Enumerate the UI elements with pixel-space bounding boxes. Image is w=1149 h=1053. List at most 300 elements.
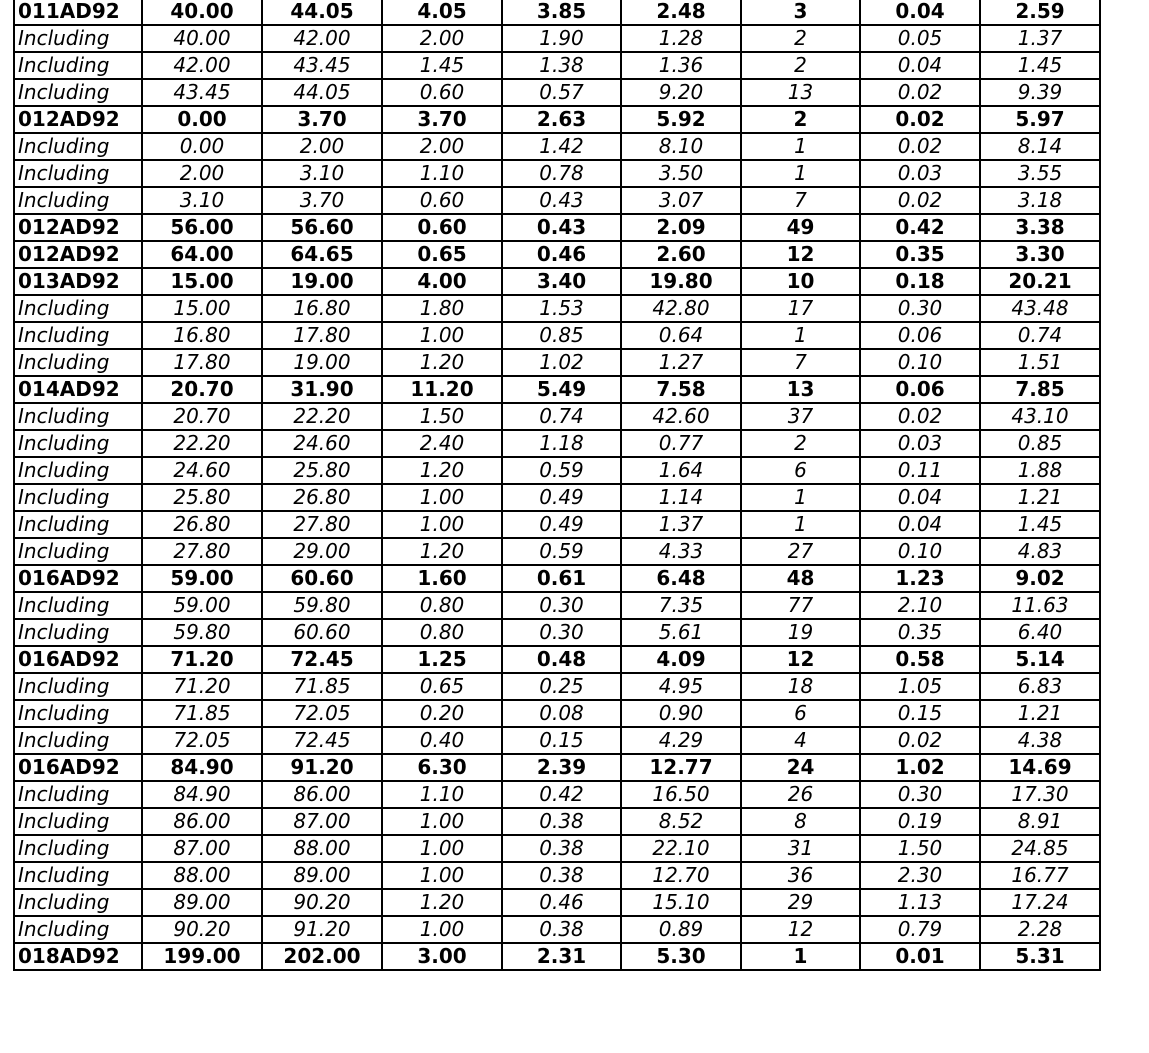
to-cell: 64.65 bbox=[262, 241, 382, 268]
grade-equivalent-cell: 17.30 bbox=[980, 781, 1100, 808]
true-width-cell: 0.59 bbox=[502, 457, 621, 484]
interval-cell: 1.00 bbox=[382, 835, 502, 862]
to-cell: 90.20 bbox=[262, 889, 382, 916]
to-cell: 31.90 bbox=[262, 376, 382, 403]
grade-b-cell: 7 bbox=[741, 349, 860, 376]
grade-equivalent-cell: 2.59 bbox=[980, 0, 1100, 25]
grade-a-cell: 1.37 bbox=[621, 511, 741, 538]
hole-id-cell: 012AD92 bbox=[14, 106, 142, 133]
grade-c-cell: 0.35 bbox=[860, 619, 980, 646]
grade-c-cell: 0.30 bbox=[860, 781, 980, 808]
from-cell: 56.00 bbox=[142, 214, 262, 241]
true-width-cell: 0.46 bbox=[502, 889, 621, 916]
table-row-including bbox=[14, 592, 1100, 619]
to-cell: 60.60 bbox=[262, 619, 382, 646]
grade-equivalent-cell: 43.48 bbox=[980, 295, 1100, 322]
grade-a-cell: 2.48 bbox=[621, 0, 741, 25]
grade-b-cell: 36 bbox=[741, 862, 860, 889]
hole-id-cell: Including bbox=[14, 25, 142, 52]
true-width-cell: 3.40 bbox=[502, 268, 621, 295]
interval-cell: 11.20 bbox=[382, 376, 502, 403]
table-row-including bbox=[14, 295, 1100, 322]
hole-id-cell: Including bbox=[14, 160, 142, 187]
interval-cell: 0.60 bbox=[382, 187, 502, 214]
to-cell: 43.45 bbox=[262, 52, 382, 79]
interval-cell: 1.00 bbox=[382, 808, 502, 835]
interval-cell: 0.65 bbox=[382, 241, 502, 268]
grade-b-cell: 26 bbox=[741, 781, 860, 808]
interval-cell: 4.05 bbox=[382, 0, 502, 25]
table-row-including bbox=[14, 349, 1100, 376]
grade-c-cell: 0.02 bbox=[860, 187, 980, 214]
grade-c-cell: 0.15 bbox=[860, 700, 980, 727]
grade-a-cell: 5.92 bbox=[621, 106, 741, 133]
hole-id-cell: Including bbox=[14, 79, 142, 106]
grade-c-cell: 0.06 bbox=[860, 322, 980, 349]
grade-b-cell: 27 bbox=[741, 538, 860, 565]
grade-a-cell: 1.14 bbox=[621, 484, 741, 511]
grade-b-cell: 12 bbox=[741, 646, 860, 673]
table-row-including bbox=[14, 538, 1100, 565]
hole-id-cell: Including bbox=[14, 673, 142, 700]
grade-equivalent-cell: 16.77 bbox=[980, 862, 1100, 889]
interval-cell: 2.00 bbox=[382, 25, 502, 52]
grade-b-cell: 13 bbox=[741, 376, 860, 403]
grade-b-cell: 19 bbox=[741, 619, 860, 646]
to-cell: 16.80 bbox=[262, 295, 382, 322]
hole-id-cell: Including bbox=[14, 889, 142, 916]
grade-b-cell: 2 bbox=[741, 25, 860, 52]
from-cell: 40.00 bbox=[142, 25, 262, 52]
to-cell: 25.80 bbox=[262, 457, 382, 484]
from-cell: 86.00 bbox=[142, 808, 262, 835]
grade-equivalent-cell: 1.21 bbox=[980, 700, 1100, 727]
hole-id-cell: 012AD92 bbox=[14, 241, 142, 268]
table-row-including bbox=[14, 52, 1100, 79]
grade-c-cell: 0.79 bbox=[860, 916, 980, 943]
grade-b-cell: 12 bbox=[741, 241, 860, 268]
true-width-cell: 0.57 bbox=[502, 79, 621, 106]
from-cell: 59.00 bbox=[142, 565, 262, 592]
true-width-cell: 1.90 bbox=[502, 25, 621, 52]
from-cell: 22.20 bbox=[142, 430, 262, 457]
from-cell: 25.80 bbox=[142, 484, 262, 511]
grade-b-cell: 17 bbox=[741, 295, 860, 322]
true-width-cell: 0.78 bbox=[502, 160, 621, 187]
grade-a-cell: 2.09 bbox=[621, 214, 741, 241]
grade-a-cell: 19.80 bbox=[621, 268, 741, 295]
to-cell: 44.05 bbox=[262, 79, 382, 106]
grade-equivalent-cell: 17.24 bbox=[980, 889, 1100, 916]
to-cell: 17.80 bbox=[262, 322, 382, 349]
grade-b-cell: 29 bbox=[741, 889, 860, 916]
grade-b-cell: 10 bbox=[741, 268, 860, 295]
grade-c-cell: 1.50 bbox=[860, 835, 980, 862]
from-cell: 3.10 bbox=[142, 187, 262, 214]
grade-c-cell: 0.30 bbox=[860, 295, 980, 322]
interval-cell: 1.10 bbox=[382, 781, 502, 808]
grade-b-cell: 12 bbox=[741, 916, 860, 943]
grade-a-cell: 16.50 bbox=[621, 781, 741, 808]
interval-cell: 1.25 bbox=[382, 646, 502, 673]
hole-id-cell: Including bbox=[14, 484, 142, 511]
from-cell: 64.00 bbox=[142, 241, 262, 268]
to-cell: 19.00 bbox=[262, 268, 382, 295]
grade-a-cell: 42.60 bbox=[621, 403, 741, 430]
grade-b-cell: 24 bbox=[741, 754, 860, 781]
grade-a-cell: 4.29 bbox=[621, 727, 741, 754]
grade-c-cell: 0.35 bbox=[860, 241, 980, 268]
to-cell: 72.45 bbox=[262, 727, 382, 754]
interval-cell: 0.80 bbox=[382, 619, 502, 646]
grade-a-cell: 15.10 bbox=[621, 889, 741, 916]
hole-id-cell: Including bbox=[14, 403, 142, 430]
grade-equivalent-cell: 5.14 bbox=[980, 646, 1100, 673]
table-row-hole bbox=[14, 565, 1100, 592]
from-cell: 42.00 bbox=[142, 52, 262, 79]
to-cell: 88.00 bbox=[262, 835, 382, 862]
grade-c-cell: 0.18 bbox=[860, 268, 980, 295]
grade-a-cell: 4.95 bbox=[621, 673, 741, 700]
hole-id-cell: 016AD92 bbox=[14, 646, 142, 673]
table-row-including bbox=[14, 133, 1100, 160]
grade-equivalent-cell: 3.38 bbox=[980, 214, 1100, 241]
interval-cell: 0.40 bbox=[382, 727, 502, 754]
grade-c-cell: 0.19 bbox=[860, 808, 980, 835]
table-row-hole bbox=[14, 106, 1100, 133]
grade-b-cell: 7 bbox=[741, 187, 860, 214]
hole-id-cell: 016AD92 bbox=[14, 754, 142, 781]
grade-a-cell: 6.48 bbox=[621, 565, 741, 592]
to-cell: 72.05 bbox=[262, 700, 382, 727]
table-row-hole bbox=[14, 754, 1100, 781]
true-width-cell: 1.42 bbox=[502, 133, 621, 160]
true-width-cell: 0.38 bbox=[502, 808, 621, 835]
hole-id-cell: Including bbox=[14, 52, 142, 79]
grade-a-cell: 8.10 bbox=[621, 133, 741, 160]
from-cell: 2.00 bbox=[142, 160, 262, 187]
grade-c-cell: 0.02 bbox=[860, 79, 980, 106]
from-cell: 15.00 bbox=[142, 295, 262, 322]
table-row-including bbox=[14, 430, 1100, 457]
to-cell: 3.70 bbox=[262, 187, 382, 214]
grade-a-cell: 1.27 bbox=[621, 349, 741, 376]
table-row-including bbox=[14, 160, 1100, 187]
grade-equivalent-cell: 4.38 bbox=[980, 727, 1100, 754]
hole-id-cell: Including bbox=[14, 808, 142, 835]
table-row-hole bbox=[14, 376, 1100, 403]
interval-cell: 1.00 bbox=[382, 511, 502, 538]
true-width-cell: 3.85 bbox=[502, 0, 621, 25]
grade-a-cell: 0.90 bbox=[621, 700, 741, 727]
from-cell: 27.80 bbox=[142, 538, 262, 565]
table-row-including bbox=[14, 187, 1100, 214]
grade-c-cell: 0.05 bbox=[860, 25, 980, 52]
true-width-cell: 0.38 bbox=[502, 916, 621, 943]
grade-a-cell: 5.30 bbox=[621, 943, 741, 970]
table-row-including bbox=[14, 916, 1100, 943]
grade-a-cell: 22.10 bbox=[621, 835, 741, 862]
to-cell: 87.00 bbox=[262, 808, 382, 835]
to-cell: 72.45 bbox=[262, 646, 382, 673]
grade-a-cell: 4.33 bbox=[621, 538, 741, 565]
table-row-including bbox=[14, 619, 1100, 646]
grade-equivalent-cell: 9.39 bbox=[980, 79, 1100, 106]
table-row-including bbox=[14, 781, 1100, 808]
table-row-hole bbox=[14, 241, 1100, 268]
table-row-hole bbox=[14, 646, 1100, 673]
true-width-cell: 0.85 bbox=[502, 322, 621, 349]
grade-equivalent-cell: 20.21 bbox=[980, 268, 1100, 295]
grade-a-cell: 9.20 bbox=[621, 79, 741, 106]
grade-equivalent-cell: 14.69 bbox=[980, 754, 1100, 781]
grade-a-cell: 0.77 bbox=[621, 430, 741, 457]
grade-c-cell: 0.11 bbox=[860, 457, 980, 484]
grade-equivalent-cell: 5.31 bbox=[980, 943, 1100, 970]
true-width-cell: 1.38 bbox=[502, 52, 621, 79]
from-cell: 87.00 bbox=[142, 835, 262, 862]
grade-b-cell: 2 bbox=[741, 52, 860, 79]
grade-b-cell: 2 bbox=[741, 106, 860, 133]
true-width-cell: 0.61 bbox=[502, 565, 621, 592]
grade-b-cell: 2 bbox=[741, 430, 860, 457]
true-width-cell: 2.31 bbox=[502, 943, 621, 970]
grade-b-cell: 1 bbox=[741, 160, 860, 187]
to-cell: 42.00 bbox=[262, 25, 382, 52]
grade-a-cell: 5.61 bbox=[621, 619, 741, 646]
grade-equivalent-cell: 3.55 bbox=[980, 160, 1100, 187]
to-cell: 91.20 bbox=[262, 754, 382, 781]
grade-a-cell: 3.50 bbox=[621, 160, 741, 187]
hole-id-cell: 014AD92 bbox=[14, 376, 142, 403]
to-cell: 71.85 bbox=[262, 673, 382, 700]
to-cell: 202.00 bbox=[262, 943, 382, 970]
interval-cell: 1.60 bbox=[382, 565, 502, 592]
from-cell: 16.80 bbox=[142, 322, 262, 349]
grade-c-cell: 0.42 bbox=[860, 214, 980, 241]
from-cell: 71.85 bbox=[142, 700, 262, 727]
grade-c-cell: 0.10 bbox=[860, 349, 980, 376]
grade-c-cell: 0.03 bbox=[860, 430, 980, 457]
table-row-including bbox=[14, 484, 1100, 511]
grade-equivalent-cell: 1.45 bbox=[980, 52, 1100, 79]
interval-cell: 1.00 bbox=[382, 916, 502, 943]
grade-a-cell: 0.64 bbox=[621, 322, 741, 349]
interval-cell: 1.10 bbox=[382, 160, 502, 187]
grade-equivalent-cell: 6.83 bbox=[980, 673, 1100, 700]
from-cell: 0.00 bbox=[142, 133, 262, 160]
true-width-cell: 2.63 bbox=[502, 106, 621, 133]
true-width-cell: 0.30 bbox=[502, 619, 621, 646]
table-row-hole bbox=[14, 0, 1100, 25]
grade-a-cell: 7.58 bbox=[621, 376, 741, 403]
hole-id-cell: 011AD92 bbox=[14, 0, 142, 25]
true-width-cell: 0.74 bbox=[502, 403, 621, 430]
interval-cell: 2.00 bbox=[382, 133, 502, 160]
grade-equivalent-cell: 4.83 bbox=[980, 538, 1100, 565]
grade-c-cell: 0.10 bbox=[860, 538, 980, 565]
from-cell: 0.00 bbox=[142, 106, 262, 133]
hole-id-cell: Including bbox=[14, 538, 142, 565]
from-cell: 20.70 bbox=[142, 403, 262, 430]
to-cell: 3.70 bbox=[262, 106, 382, 133]
table-row-hole bbox=[14, 214, 1100, 241]
from-cell: 89.00 bbox=[142, 889, 262, 916]
grade-equivalent-cell: 5.97 bbox=[980, 106, 1100, 133]
from-cell: 199.00 bbox=[142, 943, 262, 970]
grade-a-cell: 2.60 bbox=[621, 241, 741, 268]
grade-b-cell: 37 bbox=[741, 403, 860, 430]
from-cell: 71.20 bbox=[142, 673, 262, 700]
grade-b-cell: 6 bbox=[741, 700, 860, 727]
to-cell: 26.80 bbox=[262, 484, 382, 511]
true-width-cell: 0.42 bbox=[502, 781, 621, 808]
hole-id-cell: 016AD92 bbox=[14, 565, 142, 592]
grade-equivalent-cell: 1.51 bbox=[980, 349, 1100, 376]
from-cell: 40.00 bbox=[142, 0, 262, 25]
true-width-cell: 0.43 bbox=[502, 214, 621, 241]
grade-equivalent-cell: 7.85 bbox=[980, 376, 1100, 403]
interval-cell: 1.80 bbox=[382, 295, 502, 322]
table-row-including bbox=[14, 457, 1100, 484]
true-width-cell: 0.25 bbox=[502, 673, 621, 700]
hole-id-cell: Including bbox=[14, 619, 142, 646]
hole-id-cell: Including bbox=[14, 916, 142, 943]
grade-equivalent-cell: 1.88 bbox=[980, 457, 1100, 484]
table-body bbox=[14, 0, 1100, 970]
grade-equivalent-cell: 24.85 bbox=[980, 835, 1100, 862]
grade-c-cell: 1.23 bbox=[860, 565, 980, 592]
grade-c-cell: 0.02 bbox=[860, 106, 980, 133]
grade-b-cell: 3 bbox=[741, 0, 860, 25]
grade-b-cell: 31 bbox=[741, 835, 860, 862]
interval-cell: 1.00 bbox=[382, 484, 502, 511]
interval-cell: 1.20 bbox=[382, 538, 502, 565]
hole-id-cell: Including bbox=[14, 862, 142, 889]
grade-c-cell: 2.10 bbox=[860, 592, 980, 619]
true-width-cell: 0.43 bbox=[502, 187, 621, 214]
grade-equivalent-cell: 2.28 bbox=[980, 916, 1100, 943]
drill-intercepts-table bbox=[13, 0, 1101, 971]
to-cell: 27.80 bbox=[262, 511, 382, 538]
to-cell: 2.00 bbox=[262, 133, 382, 160]
grade-equivalent-cell: 43.10 bbox=[980, 403, 1100, 430]
true-width-cell: 0.30 bbox=[502, 592, 621, 619]
hole-id-cell: Including bbox=[14, 187, 142, 214]
true-width-cell: 5.49 bbox=[502, 376, 621, 403]
grade-c-cell: 0.02 bbox=[860, 403, 980, 430]
interval-cell: 3.00 bbox=[382, 943, 502, 970]
hole-id-cell: Including bbox=[14, 592, 142, 619]
interval-cell: 1.50 bbox=[382, 403, 502, 430]
hole-id-cell: 012AD92 bbox=[14, 214, 142, 241]
true-width-cell: 0.49 bbox=[502, 511, 621, 538]
table-row-including bbox=[14, 322, 1100, 349]
grade-b-cell: 1 bbox=[741, 322, 860, 349]
grade-b-cell: 1 bbox=[741, 943, 860, 970]
grade-equivalent-cell: 1.21 bbox=[980, 484, 1100, 511]
true-width-cell: 1.53 bbox=[502, 295, 621, 322]
to-cell: 86.00 bbox=[262, 781, 382, 808]
grade-a-cell: 0.89 bbox=[621, 916, 741, 943]
hole-id-cell: Including bbox=[14, 430, 142, 457]
true-width-cell: 0.59 bbox=[502, 538, 621, 565]
grade-b-cell: 48 bbox=[741, 565, 860, 592]
table-row-including bbox=[14, 700, 1100, 727]
interval-cell: 1.20 bbox=[382, 889, 502, 916]
grade-equivalent-cell: 1.37 bbox=[980, 25, 1100, 52]
table-row-including bbox=[14, 79, 1100, 106]
interval-cell: 4.00 bbox=[382, 268, 502, 295]
grade-b-cell: 13 bbox=[741, 79, 860, 106]
true-width-cell: 1.02 bbox=[502, 349, 621, 376]
to-cell: 44.05 bbox=[262, 0, 382, 25]
true-width-cell: 0.38 bbox=[502, 862, 621, 889]
grade-b-cell: 6 bbox=[741, 457, 860, 484]
interval-cell: 1.00 bbox=[382, 322, 502, 349]
hole-id-cell: Including bbox=[14, 133, 142, 160]
to-cell: 19.00 bbox=[262, 349, 382, 376]
interval-cell: 0.80 bbox=[382, 592, 502, 619]
hole-id-cell: Including bbox=[14, 727, 142, 754]
grade-c-cell: 1.13 bbox=[860, 889, 980, 916]
grade-a-cell: 1.64 bbox=[621, 457, 741, 484]
from-cell: 20.70 bbox=[142, 376, 262, 403]
grade-a-cell: 12.70 bbox=[621, 862, 741, 889]
hole-id-cell: Including bbox=[14, 457, 142, 484]
hole-id-cell: 013AD92 bbox=[14, 268, 142, 295]
from-cell: 84.90 bbox=[142, 754, 262, 781]
grade-b-cell: 4 bbox=[741, 727, 860, 754]
true-width-cell: 1.18 bbox=[502, 430, 621, 457]
from-cell: 88.00 bbox=[142, 862, 262, 889]
to-cell: 22.20 bbox=[262, 403, 382, 430]
grade-c-cell: 0.02 bbox=[860, 133, 980, 160]
grade-a-cell: 3.07 bbox=[621, 187, 741, 214]
to-cell: 89.00 bbox=[262, 862, 382, 889]
grade-c-cell: 2.30 bbox=[860, 862, 980, 889]
from-cell: 15.00 bbox=[142, 268, 262, 295]
grade-equivalent-cell: 8.91 bbox=[980, 808, 1100, 835]
grade-a-cell: 4.09 bbox=[621, 646, 741, 673]
to-cell: 91.20 bbox=[262, 916, 382, 943]
hole-id-cell: Including bbox=[14, 511, 142, 538]
interval-cell: 1.20 bbox=[382, 457, 502, 484]
table-row-including bbox=[14, 862, 1100, 889]
to-cell: 29.00 bbox=[262, 538, 382, 565]
grade-b-cell: 1 bbox=[741, 133, 860, 160]
grade-c-cell: 0.03 bbox=[860, 160, 980, 187]
from-cell: 24.60 bbox=[142, 457, 262, 484]
hole-id-cell: Including bbox=[14, 295, 142, 322]
grade-b-cell: 77 bbox=[741, 592, 860, 619]
interval-cell: 1.45 bbox=[382, 52, 502, 79]
table-row-including bbox=[14, 403, 1100, 430]
table-row-including bbox=[14, 727, 1100, 754]
grade-c-cell: 0.58 bbox=[860, 646, 980, 673]
true-width-cell: 0.49 bbox=[502, 484, 621, 511]
from-cell: 26.80 bbox=[142, 511, 262, 538]
table-row-including bbox=[14, 889, 1100, 916]
grade-b-cell: 1 bbox=[741, 511, 860, 538]
from-cell: 71.20 bbox=[142, 646, 262, 673]
grade-c-cell: 0.01 bbox=[860, 943, 980, 970]
true-width-cell: 0.15 bbox=[502, 727, 621, 754]
from-cell: 59.00 bbox=[142, 592, 262, 619]
grade-c-cell: 0.06 bbox=[860, 376, 980, 403]
true-width-cell: 0.08 bbox=[502, 700, 621, 727]
grade-b-cell: 18 bbox=[741, 673, 860, 700]
